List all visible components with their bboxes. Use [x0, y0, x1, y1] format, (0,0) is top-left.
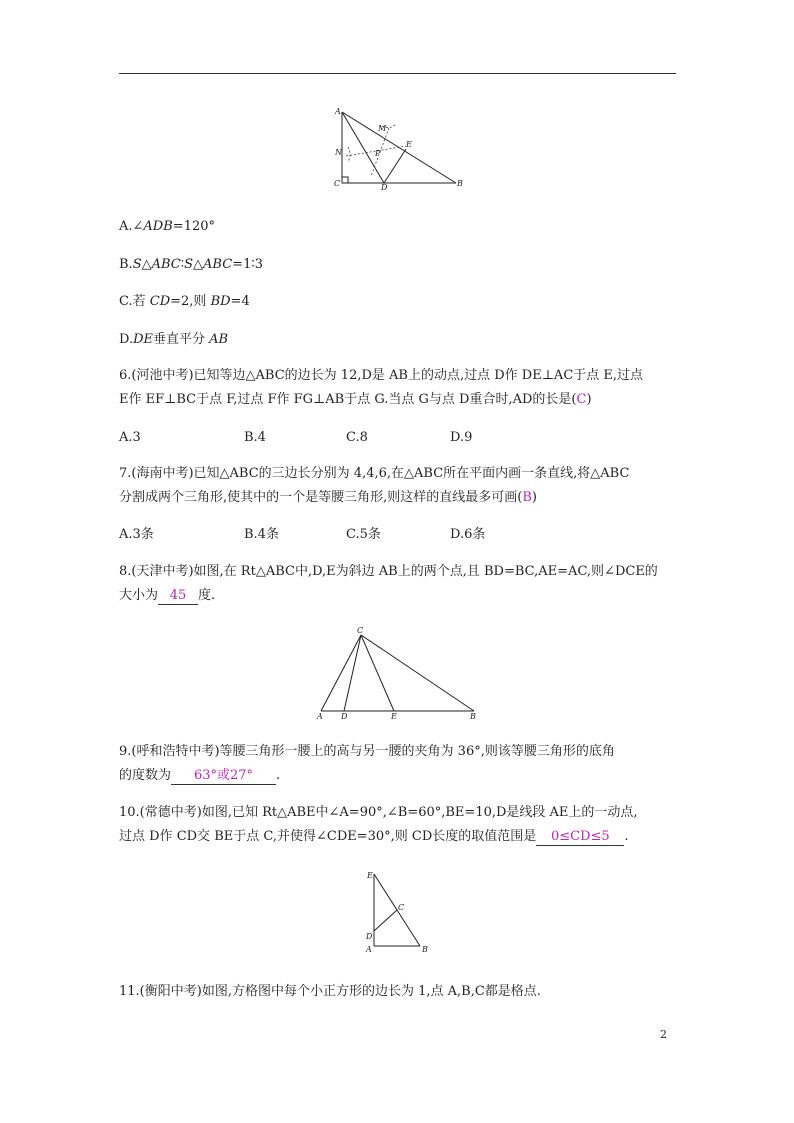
q7-option-b: B.4条: [244, 527, 279, 542]
q11-line-1: 11.(衡阳中考)如图,方格图中每个小正方形的边长为 1,点 A,B,C都是格点.: [119, 984, 541, 999]
q8-line-2: 大小为 45 度.: [119, 588, 216, 603]
header-rule: [119, 73, 676, 74]
q6-option-c: C.8: [346, 430, 368, 445]
q8-line-1: 8.(天津中考)如图,在 Rt△ABC中,D,E为斜边 AB上的两个点,且 BD=BC,AE=AC,则∠DCE的: [119, 564, 658, 579]
q9-answer-blank: 63°或27°: [171, 768, 276, 785]
q9-line-2: 的度数为 63°或27° .: [119, 768, 281, 783]
q7-option-a: A.3条: [119, 527, 154, 542]
fig1-label-m: M: [378, 124, 387, 133]
q7-options: [119, 526, 485, 544]
fig1-label-a: A: [335, 107, 341, 116]
fig2-label-a: A: [317, 712, 323, 721]
q6-line-2: E作 EF⊥BC于点 F,过点 F作 FG⊥AB于点 G.当点 G与点 D重合时,AD的长是(C): [119, 392, 592, 407]
option-5c: C.若 CD=2,则 BD=4: [119, 294, 250, 309]
q6-line-1: 6.(河池中考)已知等边△ABC的边长为 12,D是 AB上的动点,过点 D作 DE⊥AC于点 E,过点: [119, 368, 644, 383]
q6-option-b: B.4: [244, 430, 266, 445]
q7-option-d: D.6条: [450, 527, 486, 542]
fig1-label-c: C: [334, 179, 341, 188]
q7-option-c: C.5条: [346, 527, 381, 542]
page-number: 2: [660, 1028, 667, 1041]
option-5a: A.∠ADB=120°: [119, 219, 216, 234]
figure-triangle-abe: [362, 868, 434, 960]
fig3-label-a: A: [366, 945, 372, 954]
figure-triangle-abc-2: [312, 624, 484, 722]
option-5b: B.S△ABC∶S△ABC=1∶3: [119, 257, 263, 272]
fig1-label-p: P: [375, 149, 381, 158]
figure-triangle-abc-1: [326, 104, 466, 190]
fig2-label-e: E: [391, 712, 397, 721]
q7-line-1: 7.(海南中考)已知△ABC的三边长分别为 4,4,6,在△ABC所在平面内画一条直线,将△ABC: [119, 466, 630, 481]
q7-line-2: 分割成两个三角形,使其中的一个是等腰三角形,则这样的直线最多可画(B): [119, 490, 537, 505]
fig3-label-d: D: [366, 932, 373, 941]
fig3-label-b: B: [422, 945, 428, 954]
q10-line-2: 过点 D作 CD交 BE于点 C,并使得∠CDE=30°,则 CD长度的取值范围是 0≤CD≤5 .: [119, 829, 629, 844]
q6-option-a: A.3: [119, 430, 141, 445]
option-5d: D.DE垂直平分 AB: [119, 332, 229, 347]
q7-answer: B: [522, 490, 532, 505]
q10-line-1: 10.(常德中考)如图,已知 Rt△ABE中∠A=90°,∠B=60°,BE=10,D是线段 AE上的一动点,: [119, 805, 638, 820]
fig1-label-b: B: [457, 179, 463, 188]
q6-option-d: D.9: [450, 430, 473, 445]
fig3-label-e: E: [367, 871, 373, 880]
q9-line-1: 9.(呼和浩特中考)等腰三角形一腰上的高与另一腰的夹角为 36°,则该等腰三角形的底角: [119, 744, 615, 759]
q6-options: [119, 429, 472, 447]
q8-answer-blank: 45: [158, 588, 198, 605]
fig3-label-c: C: [398, 903, 405, 912]
fig2-label-b: B: [470, 712, 476, 721]
fig1-label-n: N: [335, 148, 342, 157]
q6-answer: C: [576, 392, 587, 407]
q10-answer-blank: 0≤CD≤5: [536, 829, 624, 846]
fig1-label-e: E: [406, 140, 412, 149]
fig2-label-d: D: [341, 712, 348, 721]
fig2-label-c: C: [357, 626, 364, 635]
fig1-label-d: D: [381, 183, 388, 190]
